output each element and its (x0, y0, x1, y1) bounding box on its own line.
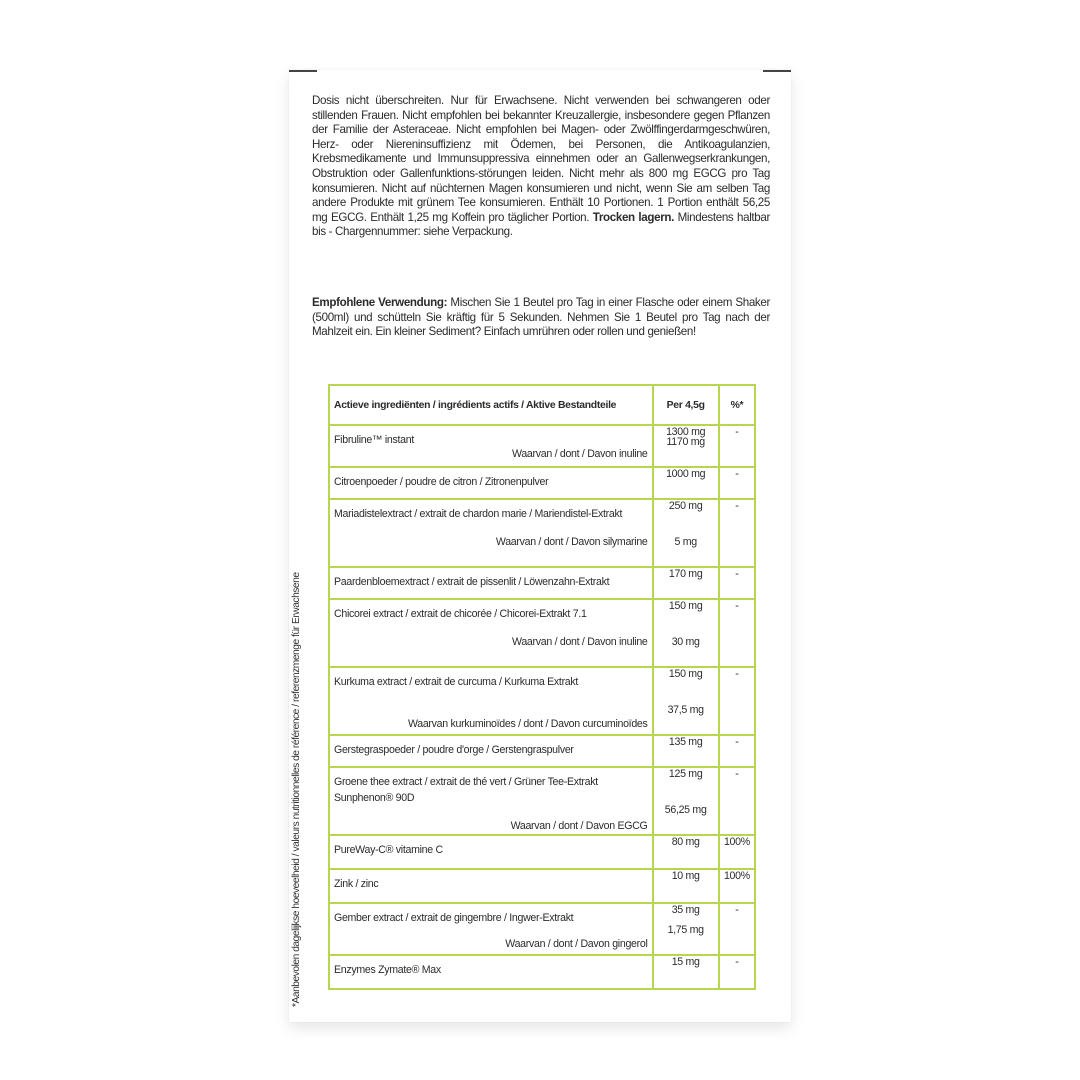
table-row (329, 903, 755, 955)
reference-intake-footnote: *Aanbevolen dagelijkse hoeveelheid / valeurs nutritionnelles de référence / referenzmenge für Erwachsene (291, 572, 302, 1007)
sub-ingredient-amount: 5 mg (674, 536, 697, 548)
ingredient-cell (329, 767, 653, 835)
table-row (329, 955, 755, 989)
ingredient-amount: 10 mg (671, 870, 700, 882)
ingredient-amount: 80 mg (671, 836, 700, 848)
table-row (329, 735, 755, 767)
ingredient-name: Fibruline™ instant (334, 434, 414, 446)
ingredient-cell (329, 735, 653, 767)
amount-cell (653, 667, 719, 735)
percent-cell: - (719, 955, 755, 989)
sub-ingredient-amount: 37,5 mg (667, 704, 704, 716)
table-row (329, 425, 755, 467)
ingredient-name: Groene thee extract / extrait de thé vert / Grüner Tee-Extrakt Sunphenon® 90D (334, 776, 598, 804)
sub-ingredient-amount: 56,25 mg (664, 804, 707, 816)
ingredient-cell (329, 667, 653, 735)
ingredient-name: Mariadistelextract / extrait de chardon marie / Mariendistel-Extrakt (334, 508, 623, 520)
ingredient-amount: 15 mg (671, 956, 700, 968)
ingredient-cell (329, 567, 653, 599)
sub-ingredient-name: Waarvan / dont / Davon silymarine (495, 536, 648, 548)
percent-cell: - (719, 599, 755, 667)
ingredient-name: PureWay-C® vitamine C (334, 844, 443, 856)
ingredient-amount: 150 mg (668, 600, 703, 612)
sub-ingredient-name: Waarvan / dont / Davon gingerol (505, 938, 648, 950)
percent-cell: - (719, 735, 755, 767)
percent-cell: - (719, 467, 755, 499)
amount-cell (653, 735, 719, 767)
panel-edge-mark-right (763, 70, 791, 72)
amount-cell (653, 903, 719, 955)
ingredient-cell (329, 467, 653, 499)
sub-ingredient-name: Waarvan / dont / Davon inuline (512, 636, 648, 648)
panel-edge-mark-left (289, 70, 317, 72)
ingredient-name: Enzymes Zymate® Max (334, 964, 441, 976)
ingredient-cell (329, 599, 653, 667)
ingredient-cell (329, 869, 653, 903)
ingredient-cell (329, 835, 653, 869)
ingredient-cell (329, 903, 653, 955)
header-percent: %* (719, 385, 755, 425)
percent-cell: - (719, 499, 755, 567)
ingredient-amount: 125 mg (668, 768, 703, 780)
amount-cell (653, 599, 719, 667)
amount-cell (653, 467, 719, 499)
ingredient-amount: 35 mg (671, 904, 700, 916)
usage-heading: Empfohlene Verwendung: (312, 296, 448, 309)
table-row (329, 835, 755, 869)
storage-instruction: Trocken lagern. (592, 210, 674, 224)
sub-ingredient-amount: 30 mg (671, 636, 700, 648)
percent-cell: - (719, 425, 755, 467)
ingredient-amount: 135 mg (668, 736, 703, 748)
warning-text (312, 94, 770, 240)
table-row (329, 499, 755, 567)
ingredient-amount: 170 mg (668, 568, 703, 580)
ingredient-name: Zink / zinc (334, 878, 379, 890)
table-header-row (329, 385, 755, 425)
amount-cell (653, 567, 719, 599)
ingredient-amount: 1000 mg (666, 468, 706, 480)
sub-ingredient-amount: 1170 mg (666, 436, 705, 448)
percent-cell: 100% (719, 869, 755, 903)
usage-text (312, 296, 770, 340)
percent-cell: - (719, 667, 755, 735)
percent-cell: 100% (719, 835, 755, 869)
percent-cell: - (719, 567, 755, 599)
amount-cell (653, 499, 719, 567)
usage-body: Mischen Sie 1 Beutel pro Tag in einer Flasche oder einem Shaker (500ml) und schütteln Sie kräftig für 5 Sekunden. Nehmen Sie 1 Beutel pro Tag nach der Mahlzeit ein. Ein kleiner Sediment? Einfach umrühren oder rollen und genießen! (312, 296, 770, 339)
sub-ingredient-name: Waarvan / dont / Davon inuline (512, 448, 648, 460)
table-row (329, 869, 755, 903)
header-amount: Per 4,5g (653, 385, 719, 425)
header-ingredients: Actieve ingrediënten / ingrédients actifs / Aktive Bestandteile (329, 385, 653, 425)
best-before-note: Mindestens haltbar bis - Chargennummer: siehe Verpackung. (312, 210, 770, 239)
table-row (329, 667, 755, 735)
amount-cell (653, 425, 719, 467)
sub-ingredient-amount: 1,75 mg (667, 924, 704, 936)
ingredient-cell (329, 425, 653, 467)
product-label-panel (289, 70, 791, 1022)
amount-cell (653, 767, 719, 835)
ingredient-name: Chicorei extract / extrait de chicorée / Chicorei-Extrakt 7.1 (334, 608, 587, 620)
table-row (329, 599, 755, 667)
table-row (329, 567, 755, 599)
ingredient-name: Gember extract / extrait de gingembre / Ingwer-Extrakt (334, 912, 574, 924)
amount-cell (653, 955, 719, 989)
percent-cell: - (719, 767, 755, 835)
ingredient-name: Gerstegraspoeder / poudre d'orge / Gerstengraspulver (334, 744, 574, 756)
ingredients-table (328, 384, 756, 990)
ingredient-name: Citroenpoeder / poudre de citron / Zitronenpulver (334, 476, 549, 488)
amount-cell (653, 835, 719, 869)
amount-cell (653, 869, 719, 903)
ingredient-cell (329, 955, 653, 989)
sub-ingredient-name: Waarvan / dont / Davon EGCG (510, 820, 648, 832)
ingredient-amount: 1300 mg (666, 426, 706, 438)
table-row (329, 467, 755, 499)
warning-body: Dosis nicht überschreiten. Nur für Erwachsene. Nicht verwenden bei schwangeren oder stillenden Frauen. Nicht empfohlen bei bekannter Kreuzallergie, insbesondere gegen Pflanzen der Familie der Asteraceae. Nicht empfohlen bei Magen- oder Zwölffingerdarmgeschwüren, Herz- oder Niereninsuffizienz mit Ödemen, bei Personen, die Antikoagulanzien, Krebsmedikamente und Immunsuppressiva einnehmen oder an Gallenwegserkrankungen, Obstruktion oder Gallenfunktions-störungen leiden. Nicht mehr als 800 mg EGCG pro Tag konsumieren. Nicht auf nüchternen Magen konsumieren und nicht, wenn Sie am selben Tag andere Produkte mit grünem Tee konsumieren. Enthält 10 Portionen. 1 Portion enthält 56,25 mg EGCG. Enthält 1,25 mg Koffein pro täglicher Portion. (312, 94, 770, 224)
ingredient-cell (329, 499, 653, 567)
ingredient-amount: 150 mg (668, 668, 703, 680)
sub-ingredient-name: Waarvan kurkuminoïdes / dont / Davon curcuminoïdes (407, 718, 648, 730)
ingredient-amount: 250 mg (668, 500, 703, 512)
table-row (329, 767, 755, 835)
ingredient-name: Kurkuma extract / extrait de curcuma / Kurkuma Extrakt (334, 676, 579, 688)
ingredient-name: Paardenbloemextract / extrait de pissenlit / Löwenzahn-Extrakt (334, 576, 610, 588)
percent-cell: - (719, 903, 755, 955)
